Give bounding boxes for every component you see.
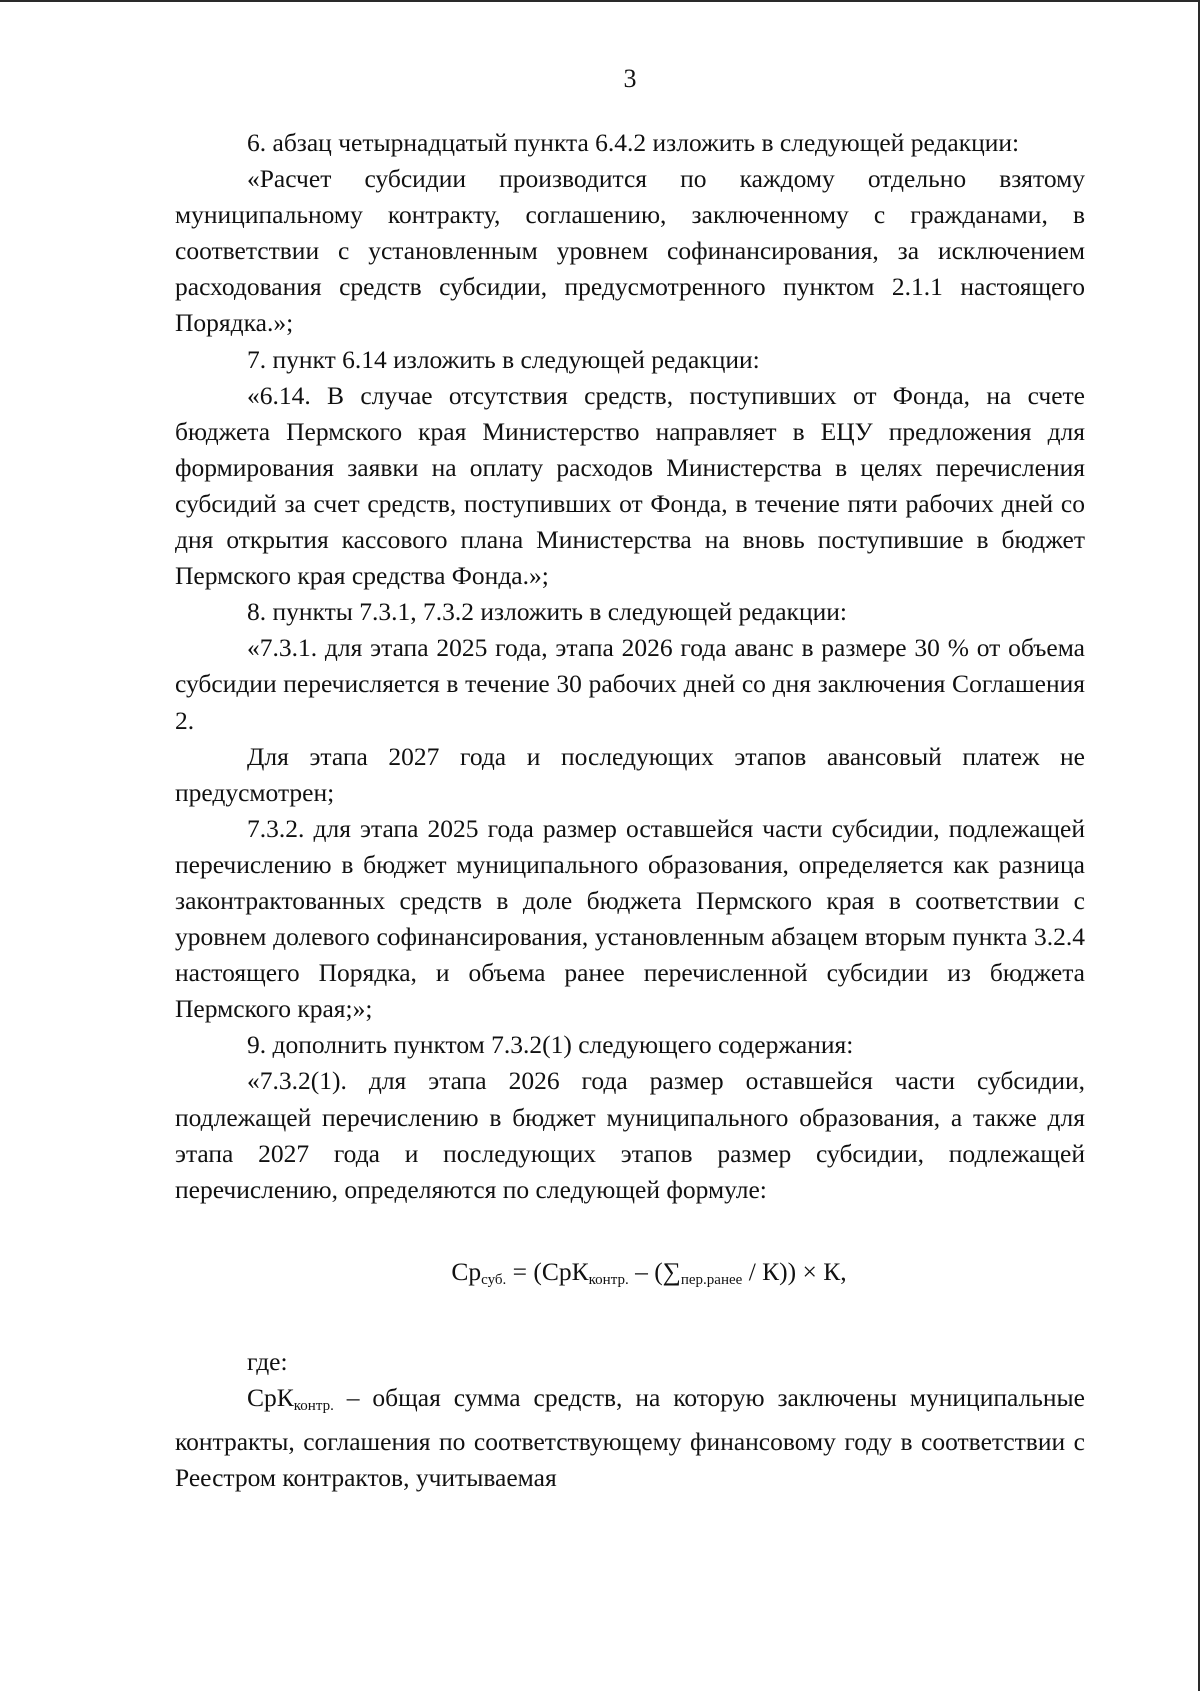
definition-term-subscript: контр. (293, 1397, 334, 1414)
where-label: где: (247, 1346, 288, 1376)
definition-text: – общая сумма средств, на которую заключены муниципальные контракты, соглашения по соответствующему финансовому году в соответствии с Реестром контрактов, учитываемая (175, 1382, 1085, 1493)
formula-lhs-subscript: суб. (481, 1271, 507, 1288)
formula-sum-subscript: пер.ранее (680, 1271, 743, 1288)
paragraph-stage-2027: Для этапа 2027 года и последующих этапов авансовый платеж не предусмотрен; (175, 741, 1085, 807)
definition-srk-contr (175, 1380, 1085, 1496)
paragraph-quote-7-3-2: 7.3.2. для этапа 2025 года размер оставшейся части субсидии, подлежащей перечислению в бюджет муниципального образования, определяется как разница законтрактованных средств в доле бюджета Пермского края в соответствии с уровнем долевого софинансирования, установленным абзацем вторым пункта 3.2.4 настоящего Порядка, и объема ранее перечисленной субсидии из бюджета Пермского края;»; (175, 813, 1085, 1024)
formula-contr-subscript: контр. (588, 1271, 629, 1288)
formula-rest: / К)) × К, (742, 1256, 847, 1286)
paragraph-quote-7-3-1: «7.3.1. для этапа 2025 года, этапа 2026 года аванс в размере 30 % от объема субсидии перечисляется в течение 30 рабочих дней со дня заключения Соглашения 2. (175, 633, 1085, 735)
scan-edge-top (0, 0, 1200, 2)
paragraph-item-9: 9. дополнить пунктом 7.3.2(1) следующего содержания: (247, 1030, 854, 1060)
definition-term: СрК (247, 1382, 294, 1412)
page-number: 3 (623, 64, 637, 93)
paragraph-item-7: 7. пункт 6.14 изложить в следующей редакции: (247, 344, 760, 374)
formula-minus-sum: – (∑ (628, 1256, 681, 1286)
formula-lhs: Ср (451, 1256, 482, 1286)
paragraph-item-8: 8. пункты 7.3.1, 7.3.2 изложить в следующей редакции: (247, 597, 847, 627)
document-body (175, 125, 1085, 1496)
paragraph-quote-7-3-2-1: «7.3.2(1). для этапа 2026 года размер оставшейся части субсидии, подлежащей перечислению в бюджет муниципального образования, а также для этапа 2027 года и последующих этапов размер субсидии, подлежащей перечислению, определяются по следующей формуле: (175, 1066, 1085, 1204)
subsidy-formula (175, 1254, 1085, 1298)
paragraph-item-6: 6. абзац четырнадцатый пункта 6.4.2 изложить в следующей редакции: (247, 128, 1020, 157)
paragraph-quote-6-14: «6.14. В случае отсутствия средств, поступивших от Фонда, на счете бюджета Пермского края Министерство направляет в ЕЦУ предложения для формирования заявки на оплату расходов Министерства в целях перечисления субсидий за счет средств, поступивших от Фонда, в течение пяти рабочих дней со дня открытия кассового плана Министерства на вновь поступившие в бюджет Пермского края средства Фонда.»; (175, 380, 1085, 591)
formula-eq: = (СрК (506, 1256, 589, 1286)
paragraph-quote-6-4-2: «Расчет субсидии производится по каждому отдельно взятому муниципальному контракту, соглашению, заключенному с гражданами, в соответствии с установленным уровнем софинансирования, за исключением расходования средств субсидии, предусмотренного пунктом 2.1.1 настоящего Порядка.»; (175, 164, 1085, 338)
